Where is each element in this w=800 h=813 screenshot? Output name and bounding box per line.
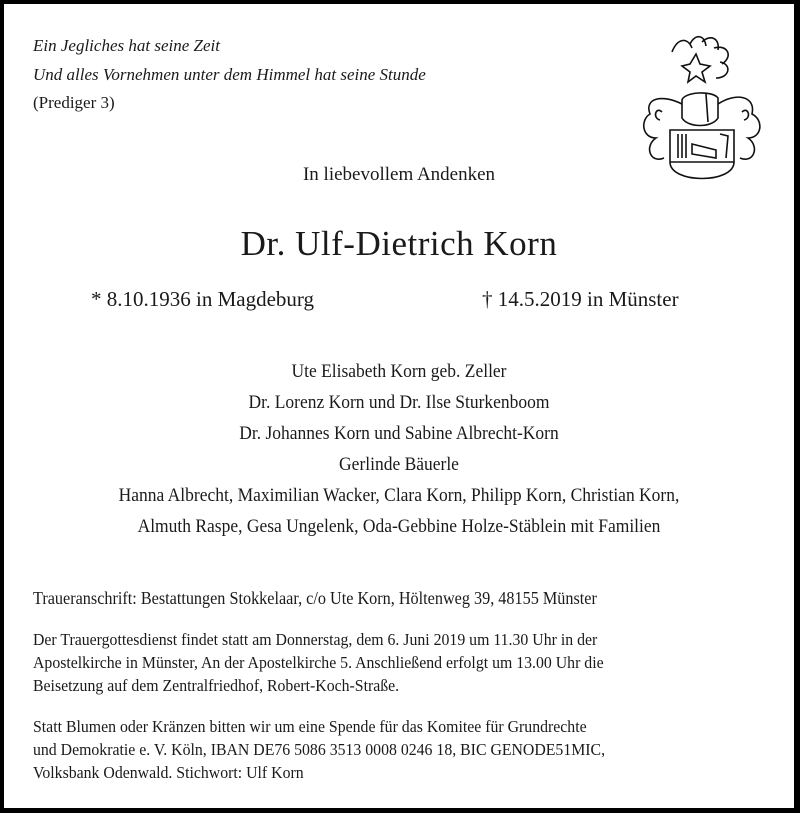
service-line: Beisetzung auf dem Zentralfriedhof, Robert-Koch-Straße. [33,676,400,695]
service-line: Der Trauergottesdienst findet statt am Donnerstag, dem 6. Juni 2019 um 11.30 Uhr in der [33,630,598,649]
mourner-line: Ute Elisabeth Korn geb. Zeller [291,361,507,382]
mourner-line: Almuth Raspe, Gesa Ungelenk, Oda-Gebbine Holze-Stäblein mit Familien [137,516,661,537]
mourner-line: Gerlinde Bäuerle [339,454,459,475]
motto-line-1: Ein Jegliches hat seine Zeit [33,36,220,55]
donation-line: Volksbank Odenwald. Stichwort: Ulf Korn [33,763,304,782]
memorial-heading: In liebevollem Andenken [302,164,496,185]
mourning-address: Traueranschrift: Bestattungen Stokkelaar, c/o Ute Korn, Höltenweg 39, 48155 Münster [33,588,597,608]
service-line: Apostelkirche in Münster, An der Apostelkirche 5. Anschließend erfolgt um 13.00 Uhr die [33,653,604,672]
donation-line: und Demokratie e. V. Köln, IBAN DE76 5086 3513 0008 0246 18, BIC GENODE51MIC, [33,740,606,759]
obituary-notice [4,4,794,808]
donation-line: Statt Blumen oder Kränzen bitten wir um eine Spende für das Komitee für Grundrechte [33,717,587,736]
deceased-name: Dr. Ulf-Dietrich Korn [240,224,558,263]
mourner-line: Dr. Johannes Korn und Sabine Albrecht-Korn [239,423,559,444]
motto-line-2: Und alles Vornehmen unter dem Himmel hat seine Stunde [33,65,426,84]
mourner-line: Hanna Albrecht, Maximilian Wacker, Clara Korn, Philipp Korn, Christian Korn, [118,485,680,506]
death-info: † 14.5.2019 in Münster [482,287,679,311]
bible-reference: (Prediger 3) [33,93,115,112]
birth-info: * 8.10.1936 in Magdeburg [91,287,315,311]
mourner-line: Dr. Lorenz Korn und Dr. Ilse Sturkenboom [248,392,550,413]
